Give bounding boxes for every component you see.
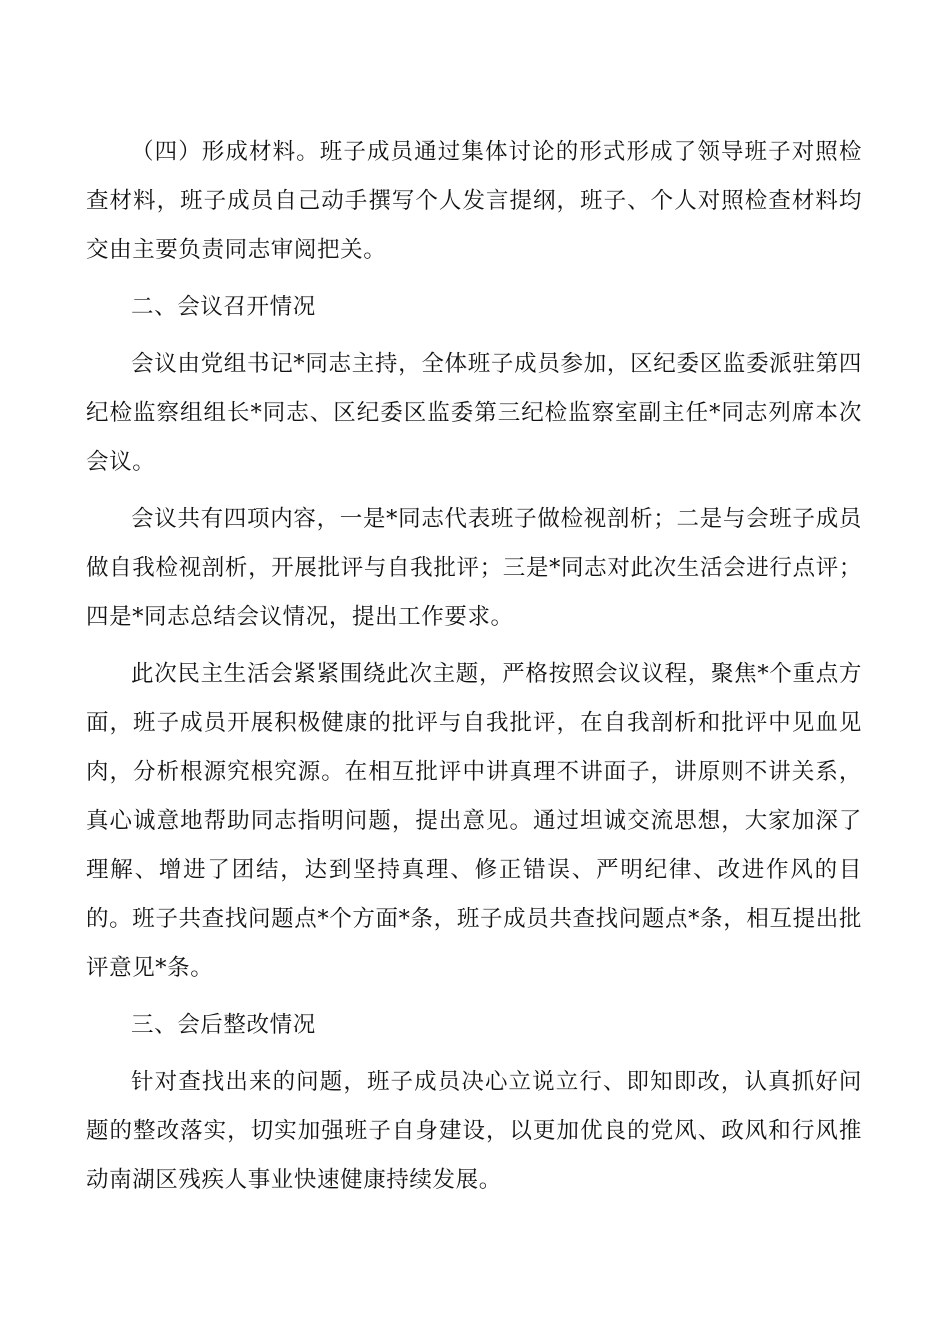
section-heading-meeting: 二、会议召开情况 bbox=[131, 294, 316, 320]
document-body bbox=[86, 128, 862, 1213]
paragraph-meeting-summary: 此次民主生活会紧紧围绕此次主题，严格按照会议议程，聚焦*个重点方面，班子成员开展积极健康的批评与自我批评，在自我剖析和批评中见血见肉，分析根源究根究源。在相互批评中讲真理不讲面子，讲原则不讲关系，真心诚意地帮助同志指明问题，提出意见。通过坦诚交流思想，大家加深了理解、增进了团结，达到坚持真理、修正错误、严明纪律、改进作风的目的。班子共查找问题点*个方面*条，班子成员共查找问题点*条，相互提出批评意见*条。 bbox=[86, 661, 862, 981]
paragraph-rectification: 针对查找出来的问题，班子成员决心立说立行、即知即改，认真抓好问题的整改落实，切实加强班子自身建设，以更加优良的党风、政风和行风推动南湖区残疾人事业快速健康持续发展。 bbox=[86, 1069, 862, 1193]
paragraph-forming-materials: （四）形成材料。班子成员通过集体讨论的形式形成了领导班子对照检查材料，班子成员自己动手撰写个人发言提纲，班子、个人对照检查材料均交由主要负责同志审阅把关。 bbox=[86, 139, 862, 263]
paragraph-meeting-agenda: 会议共有四项内容，一是*同志代表班子做检视剖析；二是与会班子成员做自我检视剖析，开展批评与自我批评；三是*同志对此次生活会进行点评；四是*同志总结会议情况，提出工作要求。 bbox=[86, 506, 862, 630]
paragraph-meeting-host: 会议由党组书记*同志主持，全体班子成员参加，区纪委区监委派驻第四纪检监察组组长*同志、区纪委区监委第三纪检监察室副主任*同志列席本次会议。 bbox=[86, 351, 862, 475]
section-heading-rectification: 三、会后整改情况 bbox=[131, 1012, 316, 1038]
